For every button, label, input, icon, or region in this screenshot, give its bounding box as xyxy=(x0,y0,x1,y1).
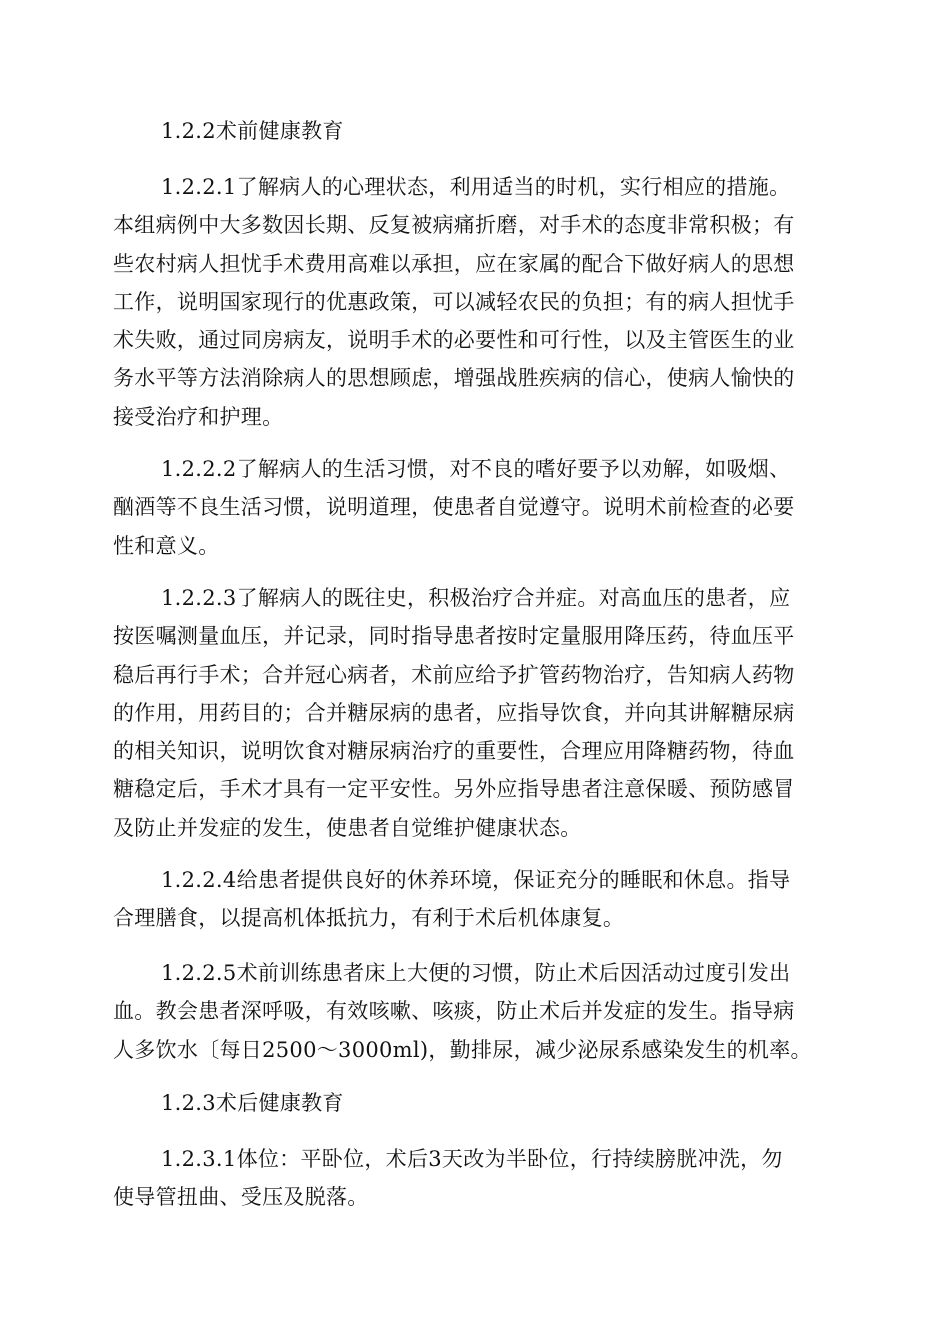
paragraph-line: 务水平等方法消除病人的思想顾虑，增强战胜疾病的信心，使病人愉快的 xyxy=(113,366,795,391)
paragraph-line: 接受治疗和护理。 xyxy=(113,404,284,429)
paragraph-1-2-2-2 xyxy=(113,450,843,565)
paragraph-line: 的作用，用药目的；合并糖尿病的患者，应指导饮食，并向其讲解糖尿病 xyxy=(113,700,795,725)
heading-postop-education xyxy=(113,1084,843,1122)
paragraph-line: 本组病例中大多数因长期、反复被病痛折磨，对手术的态度非常积极；有 xyxy=(113,213,795,238)
paragraph-line: 术失败，通过同房病友，说明手术的必要性和可行性，以及主管医生的业 xyxy=(113,328,795,353)
paragraph-line: 些农村病人担忧手术费用高难以承担，应在家属的配合下做好病人的思想 xyxy=(113,251,795,276)
paragraph-line: 稳后再行手术；合并冠心病者，术前应给予扩管药物治疗，告知病人药物 xyxy=(113,662,795,687)
paragraph-line: 1.2.2.1了解病人的心理状态，利用适当的时机，实行相应的措施。 xyxy=(161,175,791,199)
paragraph-line: 人多饮水〔每日2500～3000ml)，勤排尿，减少泌尿系感染发生的机率。 xyxy=(113,1037,812,1062)
heading-preop-education xyxy=(113,112,843,150)
paragraph-line: 1.2.2.3了解病人的既往史，积极治疗合并症。对高血压的患者，应 xyxy=(161,586,791,610)
paragraph-1-2-2-1 xyxy=(113,168,843,436)
paragraph-line: 血。教会患者深呼吸，有效咳嗽、咳痰，防止术后并发症的发生。指导病 xyxy=(113,999,795,1024)
paragraph-line: 及防止并发症的发生，使患者自觉维护健康状态。 xyxy=(113,815,582,840)
paragraph-line: 合理膳食，以提高机体抵抗力，有利于术后机体康复。 xyxy=(113,906,625,931)
paragraph-1-2-3-1 xyxy=(113,1140,843,1217)
paragraph-line: 1.2.2.4给患者提供良好的休养环境，保证充分的睡眠和休息。指导 xyxy=(161,868,791,892)
paragraph-line: 的相关知识，说明饮食对糖尿病治疗的重要性，合理应用降糖药物，待血 xyxy=(113,739,795,764)
paragraph-1-2-2-4 xyxy=(113,861,843,938)
paragraph-line: 使导管扭曲、受压及脱落。 xyxy=(113,1185,369,1210)
paragraph-line: 按医嘱测量血压，并记录，同时指导患者按时定量服用降压药，待血压平 xyxy=(113,624,795,649)
paragraph-line: 酗酒等不良生活习惯，说明道理，使患者自觉遵守。说明术前检查的必要 xyxy=(113,495,795,520)
paragraph-line: 1.2.3.1体位：平卧位，术后3天改为半卧位，行持续膀胱冲洗，勿 xyxy=(161,1147,783,1171)
heading-text: 1.2.2术前健康教育 xyxy=(161,119,344,143)
paragraph-line: 1.2.2.5术前训练患者床上大便的习惯，防止术后因活动过度引发出 xyxy=(161,961,791,985)
paragraph-1-2-2-3 xyxy=(113,579,843,847)
paragraph-line: 性和意义。 xyxy=(113,533,220,558)
paragraph-line: 糖稳定后，手术才具有一定平安性。另外应指导患者注意保暖、预防感冒 xyxy=(113,777,795,802)
paragraph-1-2-2-5 xyxy=(113,954,843,1069)
heading-text: 1.2.3术后健康教育 xyxy=(161,1091,344,1115)
paragraph-line: 1.2.2.2了解病人的生活习惯，对不良的嗜好要予以劝解，如吸烟、 xyxy=(161,457,791,481)
paragraph-line: 工作，说明国家现行的优惠政策，可以减轻农民的负担；有的病人担忧手 xyxy=(113,289,795,314)
